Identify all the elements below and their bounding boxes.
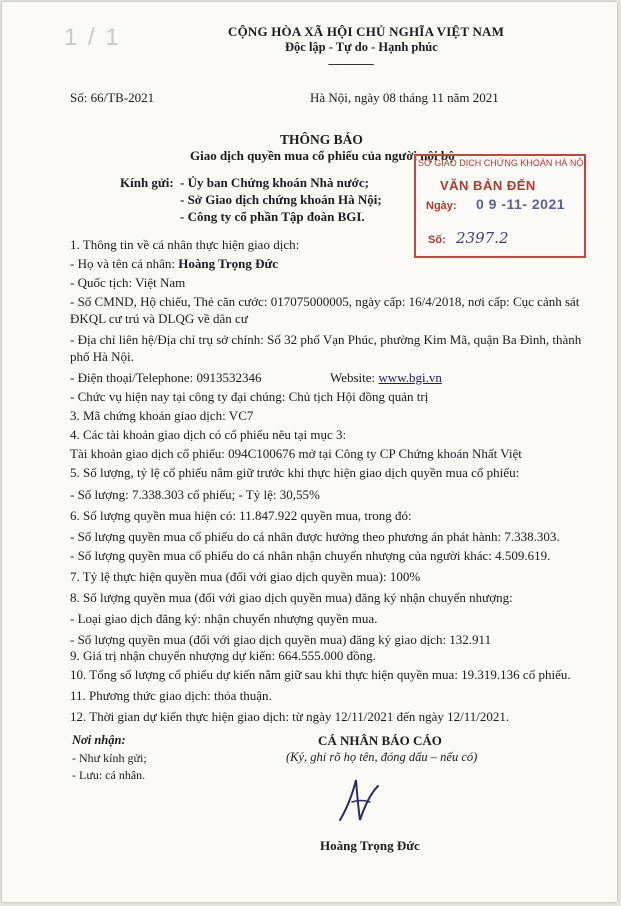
body-line: 4. Các tài khoản giao dịch có cổ phiếu nêu tại mục 3: (70, 427, 347, 442)
recipient-item: - Ủy ban Chứng khoán Nhà nước; (180, 175, 369, 190)
body-line: - Chức vụ hiện nay tại công ty đại chúng: Chủ tịch Hội đồng quản trị (70, 389, 429, 404)
reporter-title: CÁ NHÂN BÁO CÁO (318, 733, 442, 748)
document-subtitle: Giao dịch quyền mua cổ phiếu của người nội bộ (190, 148, 455, 163)
website-link[interactable]: www.bgi.vn (378, 370, 442, 385)
body-line: 11. Phương thức giao dịch: thỏa thuận. (70, 688, 272, 703)
body-line: - Số lượng quyền mua cổ phiếu do cá nhân nhận chuyển nhượng của người khác: 4.509.619. (70, 548, 551, 563)
document-number: Số: 66/TB-2021 (70, 90, 155, 105)
motto: Độc lập - Tự do - Hạnh phúc (285, 40, 438, 54)
body-line: - Quốc tịch: Việt Nam (70, 275, 186, 290)
stamp-number-label: Số: (428, 234, 446, 246)
document-page (2, 2, 617, 902)
body-line: 6. Số lượng quyền mua hiện có: 11.847.922 quyền mua, trong đó: (70, 508, 412, 523)
body-line: 12. Thời gian dự kiến thực hiện giao dịch: từ ngày 12/11/2021 đến ngày 12/11/2021. (70, 709, 510, 724)
document-title: THÔNG BÁO (280, 132, 363, 147)
recipient-item: - Công ty cổ phần Tập đoàn BGI. (180, 209, 365, 224)
stamp-date-value: 0 9 -11- 2021 (476, 196, 566, 212)
stamp-heading: VĂN BẢN ĐẾN (440, 178, 536, 193)
body-line: - Số lượng: 7.338.303 cổ phiếu; - Tỷ lệ: 30,55% (70, 487, 320, 502)
body-line-contact (70, 369, 600, 386)
body-line: 1. Thông tin về cá nhân thực hiện giao dịch: (70, 237, 300, 252)
person-name: Hoàng Trọng Đức (178, 256, 279, 271)
signer-name: Hoàng Trọng Đức (320, 838, 420, 853)
stamp-org: SỞ GIAO DỊCH CHỨNG KHOÁN HÀ NỘI (418, 158, 586, 168)
recipients-footer-label: Nơi nhận: (72, 733, 126, 747)
body-line: - Số lượng quyền mua (đối với giao dịch quyền mua) đăng ký giao dịch: 132.911 (70, 632, 492, 647)
website-label: Website: (330, 370, 379, 385)
stamp-date-label: Ngày: (426, 200, 457, 212)
body-line-id: - Số CMND, Hộ chiếu, Thẻ căn cước: 017075000005, ngày cấp: 16/4/2018, nơi cấp: Cục cảnh sát ĐKQL cư trú và DLQG về dân cư (70, 294, 580, 326)
reporter-note: (Ký, ghi rõ họ tên, đóng dấu – nếu có) (286, 750, 478, 764)
body-line: 7. Tỷ lệ thực hiện quyền mua (đối với giao dịch quyền mua): 100% (70, 569, 421, 584)
recipients-footer-item: - Lưu: cá nhân. (72, 768, 146, 782)
body-line: 10. Tổng số lượng cổ phiếu dự kiến nắm giữ sau khi thực hiện quyền mua: 19.319.136 cổ phiếu. (70, 667, 571, 682)
name-label: - Họ và tên cá nhân: (70, 256, 179, 271)
body-line (70, 255, 600, 272)
body-line: - Số lượng quyền mua cổ phiếu do cá nhân được hưởng theo phương án phát hành: 7.338.303. (70, 529, 560, 544)
phone: - Điện thoại/Telephone: 0913532346 (70, 370, 262, 385)
body-line-address: - Địa chỉ liên hệ/Địa chỉ trụ sở chính: Số 32 phố Vạn Phúc, phường Kim Mã, quận Ba Đình, thành phố Hà Nội. (70, 332, 582, 364)
recipient-item: - Sở Giao dịch chứng khoán Hà Nội; (180, 192, 382, 207)
body-line: 8. Số lượng quyền mua (đối với giao dịch quyền mua) đăng ký nhận chuyển nhượng: (70, 590, 513, 605)
recipients-footer-item: - Như kính gửi; (72, 751, 147, 765)
body-line: 3. Mã chứng khoán giao dịch: VC7 (70, 408, 254, 423)
handwritten-signature (332, 772, 392, 832)
republic-heading: CỘNG HÒA XÃ HỘI CHỦ NGHĨA VIỆT NAM (228, 24, 505, 39)
date-line: Hà Nội, ngày 08 tháng 11 năm 2021 (310, 90, 499, 105)
recipients-label: Kính gửi: (120, 175, 174, 190)
stamp-number-value: 2397.2 (456, 229, 509, 247)
page-indicator: 1 / 1 (64, 24, 121, 51)
header-divider: ----------------- (328, 58, 374, 70)
website (330, 369, 442, 386)
body-line: 9. Giá trị nhận chuyển nhượng dự kiến: 664.555.000 đồng. (70, 648, 376, 663)
body-line: 5. Số lượng, tỷ lệ cổ phiếu nắm giữ trước khi thực hiện giao dịch quyền mua cổ phiếu: (70, 465, 520, 480)
body-line: Tài khoản giao dịch cổ phiếu: 094C100676 mở tại Công ty CP Chứng khoán Nhất Việt (70, 446, 522, 461)
body-line: - Loại giao dịch đăng ký: nhận chuyển nhượng quyền mua. (70, 611, 378, 626)
